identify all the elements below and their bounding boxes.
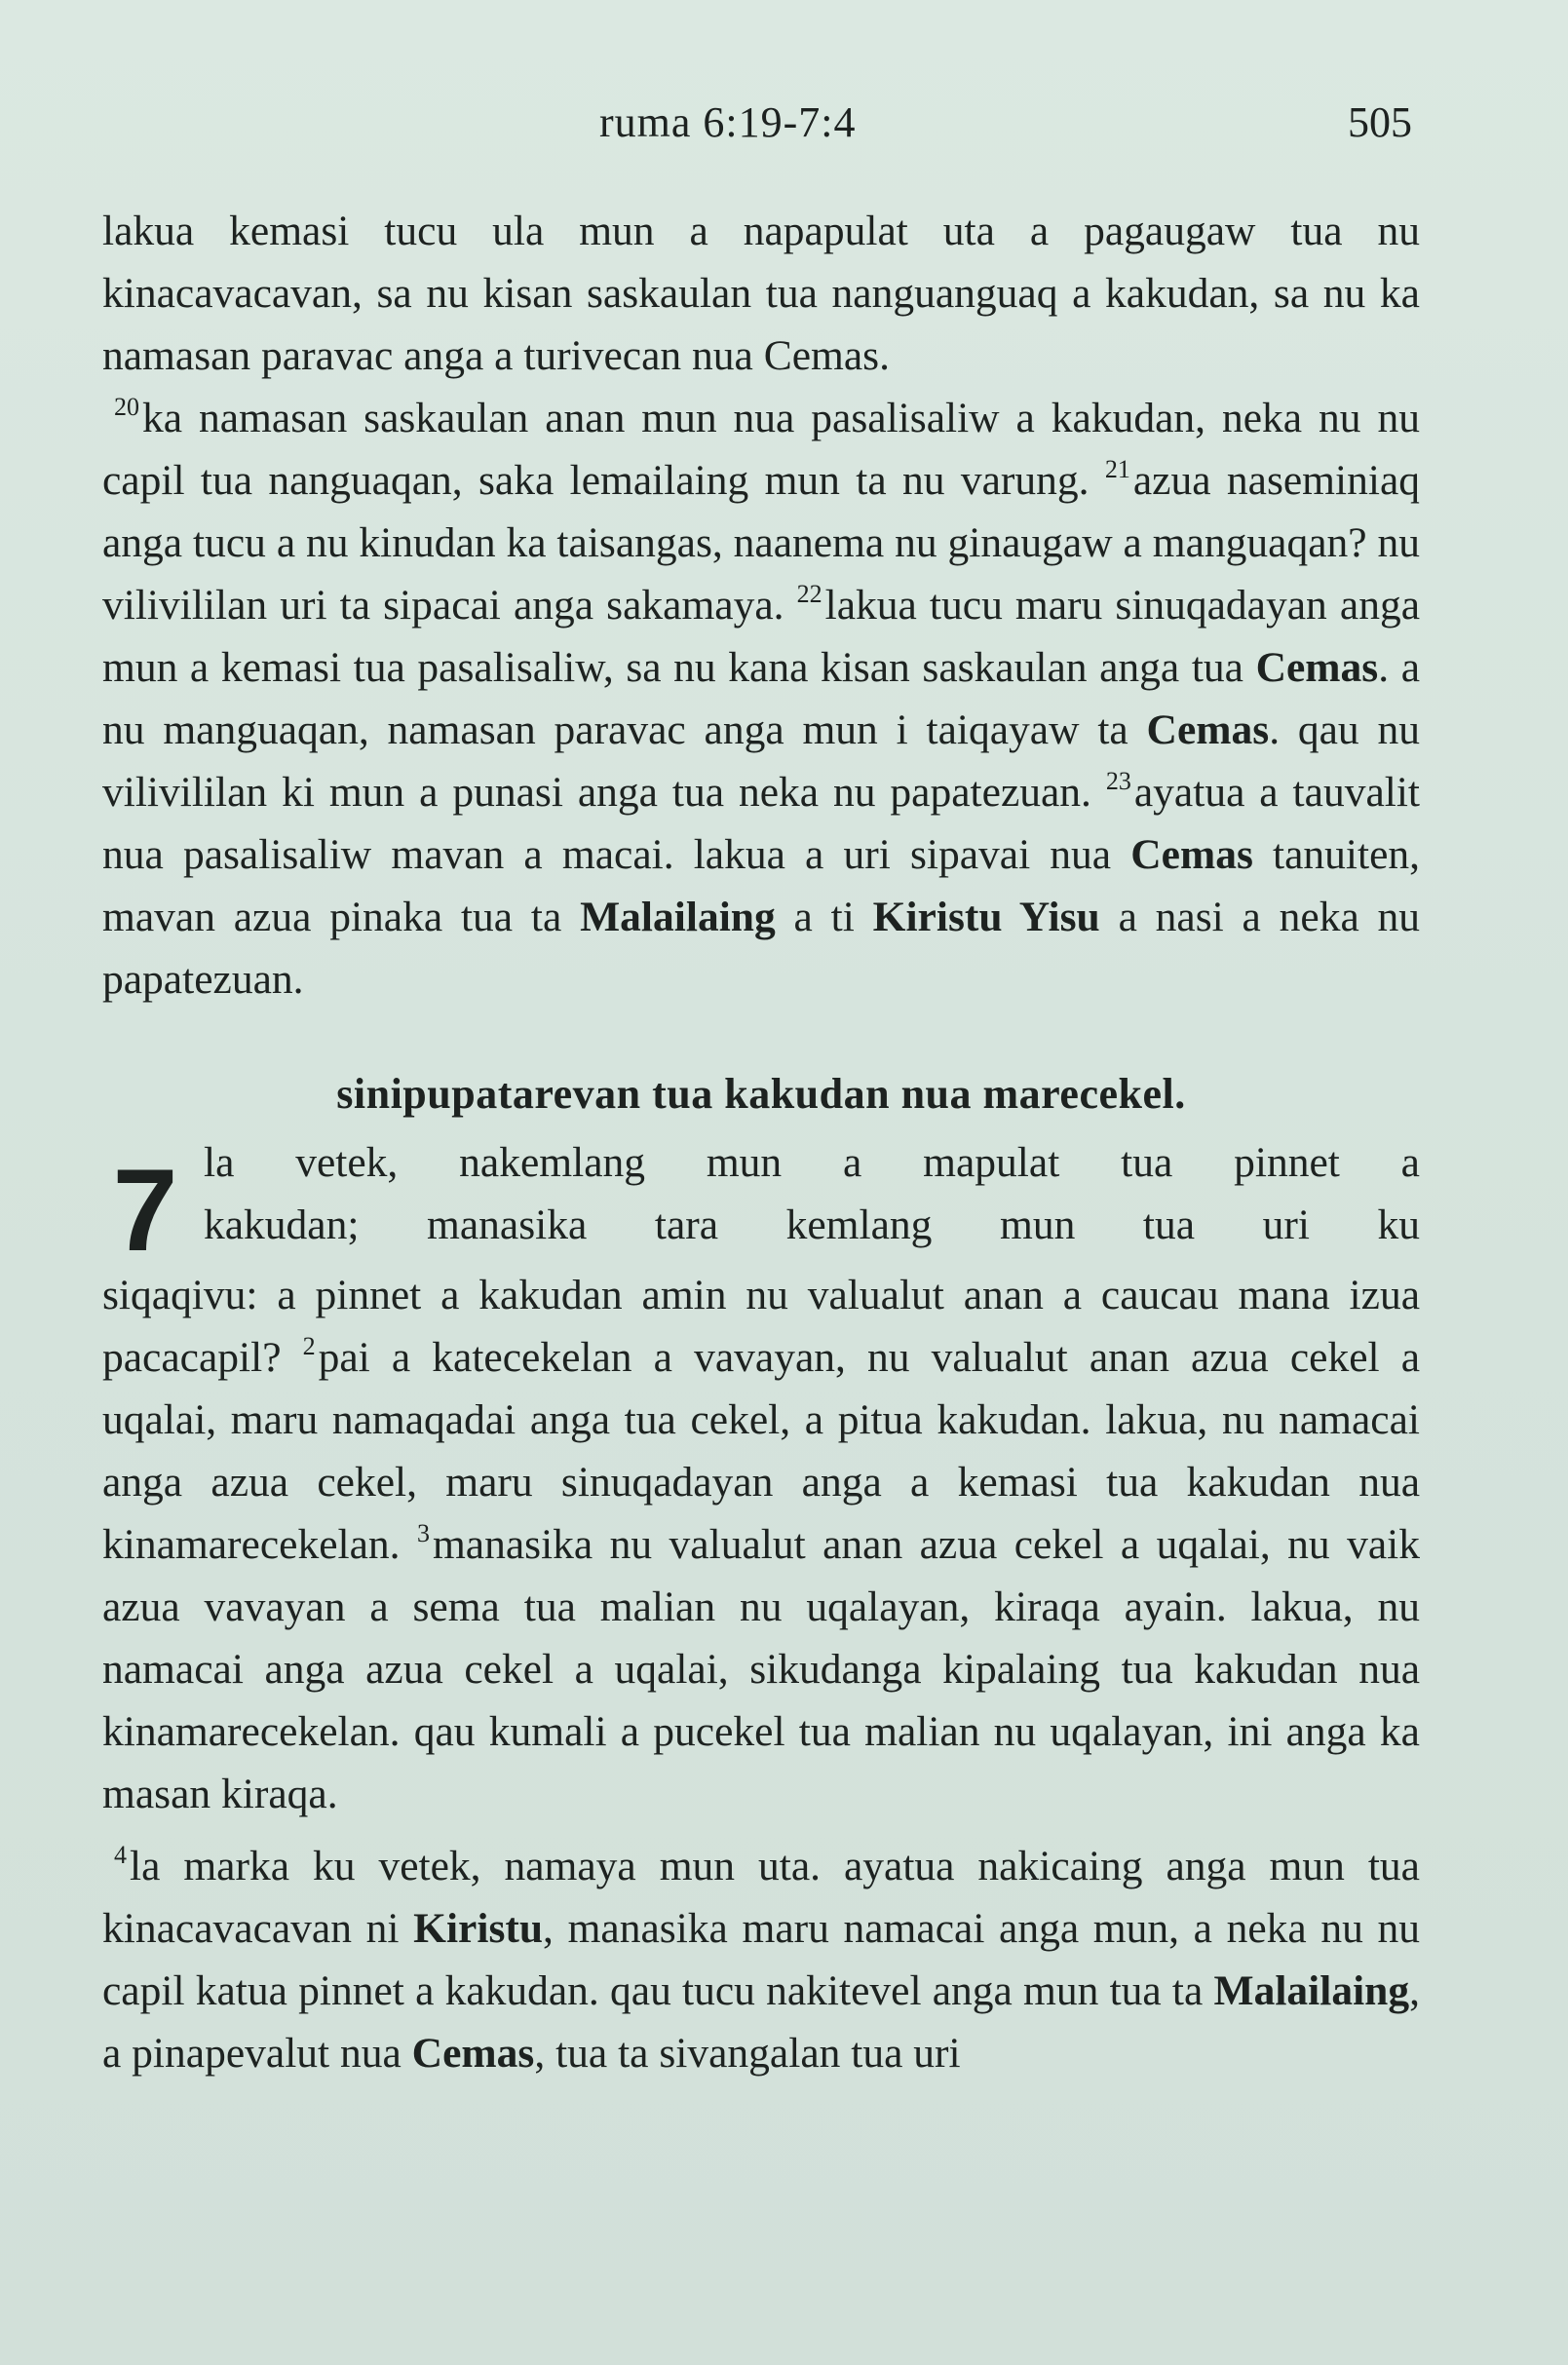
verse-23-text-b: tanuiten, mavan azua pinaka tua ta xyxy=(102,831,1421,940)
verse-1-text: siqaqivu: a pinnet a kakudan amin nu valualut anan a caucau mana izua pacacapil? xyxy=(102,1272,1420,1381)
verse-number-23: 23 xyxy=(1105,767,1131,795)
verse-23-text-a: ayatua a tauvalit nua pasalisaliw mavan a macai. lakua a uri sipavai nua xyxy=(102,769,1421,878)
name-kiristu: Kiristu xyxy=(413,1905,544,1952)
verse-number-4: 4 xyxy=(114,1841,127,1869)
paragraph-continuation xyxy=(102,200,1420,387)
section-heading: sinipupatarevan tua kakudan nua marecekel. xyxy=(336,1070,1186,1118)
verse-number-20: 20 xyxy=(114,393,139,421)
verse-number-21: 21 xyxy=(1104,455,1130,483)
chapter-7-opening xyxy=(102,1131,1420,1825)
page-number: 505 xyxy=(1348,98,1412,146)
verse-3-text: manasika nu valualut anan azua cekel a uqalai, nu vaik azua vavayan a sema tua malian nu uqalayan, kiraqa ayain. lakua, nu namacai anga azua cekel a uqalai, sikudanga kipalaing tua kakudan nua kinamarecekelan. qau kumali a pucekel tua malian nu uqalayan, ini anga ka masan kiraqa. xyxy=(102,1521,1420,1817)
divine-name-malailaing: Malailaing xyxy=(1213,1967,1410,2014)
divine-name-cemas: Cemas xyxy=(1255,644,1379,691)
divine-name-malailaing: Malailaing xyxy=(580,894,776,940)
verse-21-text: azua naseminiaq anga tucu a nu kinudan ka taisangas, naanema nu ginaugaw a manguaqan? nu vilivililan uri ta sipacai anga sakamaya. xyxy=(102,457,1420,629)
divine-name-cemas: Cemas xyxy=(1130,831,1253,878)
verse-4-text-b: , manasika maru namacai anga mun, a neka nu nu capil katua pinnet a kakudan. qau tucu nakitevel anga mun tua ta xyxy=(102,1905,1420,2014)
verse-19-text: lakua kemasi tucu ula mun a napapulat uta a pagaugaw tua nu kinacavacavan, sa nu kisan saskaulan tua nanguanguaq a kakudan, sa nu ka namasan paravac anga a turivecan nua Cemas. xyxy=(102,208,1420,379)
verse-22-text-c: . qau nu vilivililan ki mun a punasi anga tua neka nu papatezuan. xyxy=(102,706,1420,816)
verse-20-text: ka namasan saskaulan anan mun nua pasalisaliw a kakudan, neka nu nu capil tua nanguaqan, saka lemailaing mun ta nu varung. xyxy=(102,395,1420,504)
header-title: ruma 6:19-7:4 xyxy=(599,98,857,146)
verse-23-text-d: a nasi a neka nu papatezuan. xyxy=(102,894,1421,1003)
verse-22-text-b: . a nu manguaqan, namasan paravac anga mun i taiqayaw ta xyxy=(102,644,1420,753)
paragraph-verses-1-3 xyxy=(102,1264,1420,1825)
chapter-number: 7 xyxy=(112,1145,178,1276)
verse-number-3: 3 xyxy=(416,1519,430,1547)
verse-23-text-c: a ti xyxy=(793,894,855,940)
verse-4-text-c: , a pinapevalut nua xyxy=(102,1967,1420,2077)
verse-4-text-a: la marka ku vetek, namaya mun uta. ayatua nakicaing anga mun tua kinacavacavan ni xyxy=(102,1843,1420,1952)
body-text xyxy=(102,200,1420,2084)
chapter-7-line-2: kakudan; manasika tara kemlang mun tua uri ku xyxy=(204,1202,1420,1248)
verse-number-2: 2 xyxy=(302,1332,316,1360)
name-kiristu-yisu: Kiristu Yisu xyxy=(872,894,1100,940)
verse-2-text: pai a katecekelan a vavayan, nu valualut anan azua cekel a uqalai, maru namaqadai anga tua cekel, a pitua kakudan. lakua, nu namacai anga azua cekel, maru sinuqadayan anga a kemasi tua kakudan nua kinamarecekelan. xyxy=(102,1334,1420,1568)
verse-22-text-a: lakua tucu maru sinuqadayan anga mun a kemasi tua pasalisaliw, sa nu kana kisan saskaulan anga tua xyxy=(102,582,1420,691)
divine-name-cemas: Cemas xyxy=(1146,706,1270,753)
chapter-7-line-1: la vetek, nakemlang mun a mapulat tua pinnet a xyxy=(204,1139,1420,1186)
paragraph-verse-4 xyxy=(102,1835,1420,2084)
divine-name-cemas: Cemas xyxy=(411,2030,535,2077)
running-header xyxy=(0,97,1568,156)
verse-number-22: 22 xyxy=(796,580,822,608)
paragraph-verses-20-23 xyxy=(102,387,1420,1011)
verse-4-text-d: , tua ta sivangalan tua uri xyxy=(534,2030,961,2077)
